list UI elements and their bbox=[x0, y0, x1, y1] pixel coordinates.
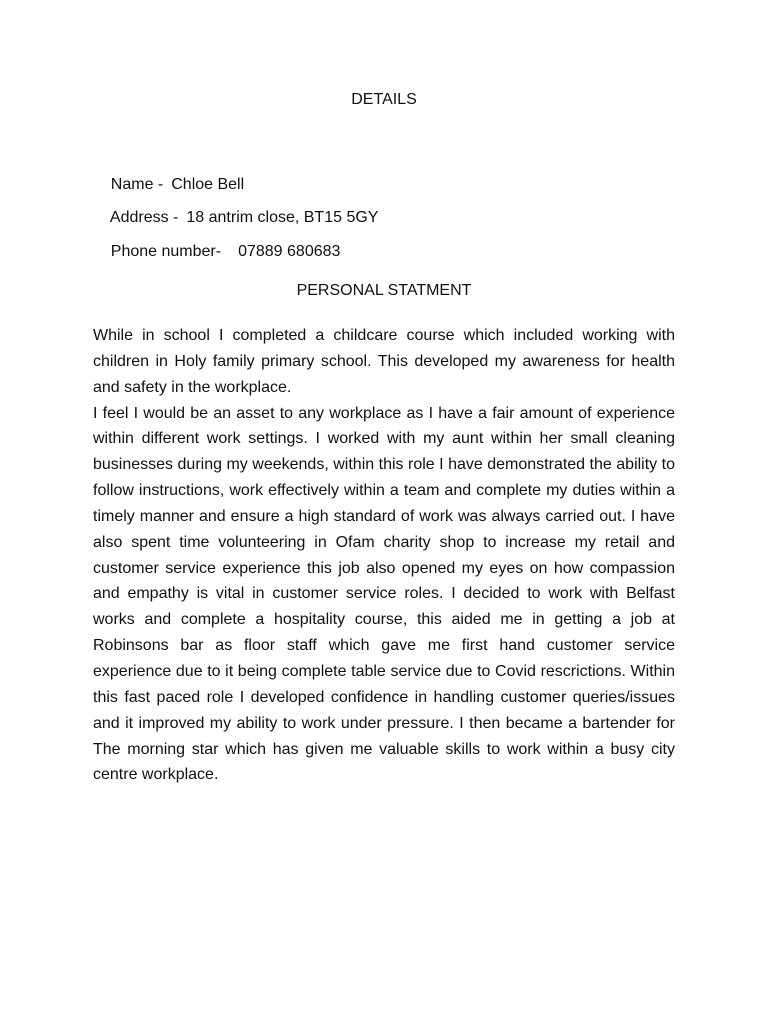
details-heading: DETAILS bbox=[351, 91, 417, 108]
name-value: Chloe Bell bbox=[171, 176, 245, 193]
name-label: Name - bbox=[110, 176, 164, 193]
address-label: Address - bbox=[109, 209, 179, 226]
phone-line bbox=[93, 222, 340, 282]
statement-paragraph: I feel I would be an asset to any workplace as I have a fair amount of experience within different work settings. I worked with my aunt within her small cleaning businesses during my weekends, within this role I have demonstrated the ability to follow instructions, work effectively within a team and complete my duties within a timely manner and ensure a high standard of work was always carried out. I have also spent time volunteering in Ofam charity shop to increase my retail and customer service experience this job also opened my eyes on how compassion and empathy is vital in customer service roles. I decided to work with Belfast works and complete a hospitality course, this aided me in getting a job at Robinsons bar as floor staff which gave me first hand customer service experience due to it being complete table service due to Covid rescrictions. Within this fast paced role I developed confidence in handling customer queries/issues and it improved my ability to work under pressure. I then became a bartender for The morning star which has given me valuable skills to work within a busy city centre workplace. bbox=[93, 404, 675, 784]
phone-label: Phone number- bbox=[110, 243, 222, 260]
personal-statement-heading: PERSONAL STATMENT bbox=[296, 282, 472, 299]
phone-value: 07889 680683 bbox=[238, 243, 341, 260]
statement-paragraph: While in school I completed a childcare course which included working with children in Holy family primary school. This developed my awareness for health and safety in the workplace. bbox=[93, 327, 675, 396]
address-value: 18 antrim close, BT15 5GY bbox=[186, 209, 379, 226]
personal-statement-body bbox=[93, 323, 675, 788]
